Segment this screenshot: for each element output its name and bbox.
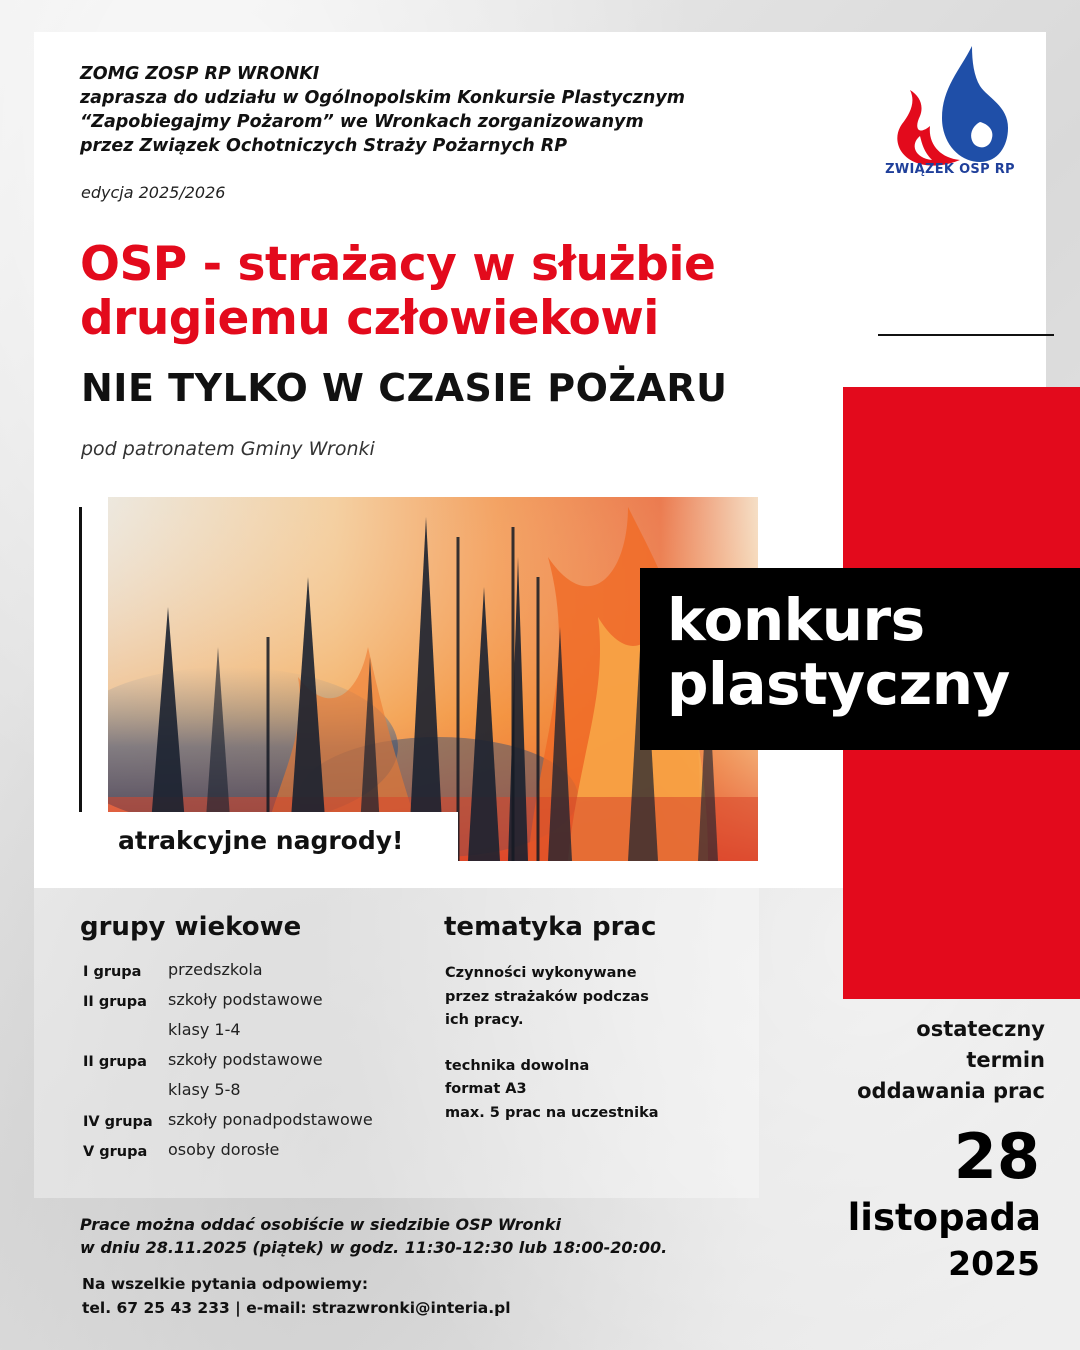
list-item (83, 1080, 423, 1110)
contact-info (82, 1272, 511, 1320)
submission-line: w dniu 28.11.2025 (piątek) w godz. 11:30-12:30 lub 18:00-20:00. (80, 1238, 668, 1257)
topic-line: ich pracy. (445, 1012, 524, 1028)
topics-text (445, 962, 725, 1125)
group-desc: klasy 1-4 (168, 1020, 241, 1039)
subtitle: NIE TYLKO W CZASIE POŻARU (81, 366, 728, 410)
contact-line: tel. 67 25 43 233 | e-mail: strazwronki@interia.pl (82, 1299, 511, 1317)
divider-line (878, 334, 1054, 336)
list-item (83, 960, 423, 990)
group-name: IV grupa (83, 1114, 153, 1130)
spacer (445, 1033, 725, 1055)
topics-heading: tematyka prac (444, 912, 657, 942)
logo-caption: ZWIĄZEK OSP RP (885, 162, 1015, 177)
vertical-divider (79, 507, 82, 812)
edition-label: edycja 2025/2026 (81, 183, 226, 202)
deadline-year: 2025 (948, 1244, 1040, 1283)
list-item (83, 990, 423, 1020)
title-line: drugiemu człowiekowi (80, 291, 659, 346)
group-desc: przedszkola (168, 960, 263, 979)
list-item (83, 1110, 423, 1140)
deadline-month: listopada (847, 1196, 1041, 1239)
patronage-text: pod patronatem Gminy Wronki (81, 438, 375, 460)
intro-text (80, 62, 840, 158)
group-name: V grupa (83, 1144, 148, 1160)
prize-text: atrakcyjne nagrody! (118, 826, 404, 855)
submission-info (80, 1213, 667, 1259)
banner-line: plastyczny (667, 650, 1010, 718)
group-desc: szkoły podstawowe (168, 1050, 323, 1069)
topic-line: format A3 (445, 1081, 527, 1097)
group-desc: szkoły podstawowe (168, 990, 323, 1009)
list-item (83, 1050, 423, 1080)
intro-line: zaprasza do udziału w Ogólnopolskim Konkursie Plastycznym (80, 88, 685, 108)
title-line: OSP - strażacy w służbie (80, 237, 716, 292)
deadline-line: ostateczny (916, 1017, 1045, 1041)
topic-line: technika dowolna (445, 1057, 590, 1074)
list-item (83, 1020, 423, 1050)
intro-line: przez Związek Ochotniczych Straży Pożarnych RP (80, 136, 568, 156)
banner-text (667, 588, 1010, 716)
topic-line: max. 5 prac na uczestnika (445, 1104, 659, 1121)
banner-line: konkurs (667, 586, 925, 654)
list-item (83, 1140, 423, 1170)
group-desc: osoby dorosłe (168, 1140, 280, 1159)
topic-line: przez strażaków podczas (445, 988, 649, 1005)
group-desc: szkoły ponadpodstawowe (168, 1110, 373, 1129)
deadline-label (830, 1014, 1045, 1107)
deadline-line: oddawania prac (857, 1079, 1045, 1103)
deadline-line: termin (966, 1048, 1045, 1072)
groups-heading: grupy wiekowe (80, 912, 302, 942)
intro-line: “Zapobiegajmy Pożarom” we Wronkach zorganizowanym (80, 112, 644, 132)
intro-line: ZOMG ZOSP RP WRONKI (80, 64, 320, 84)
group-desc: klasy 5-8 (168, 1080, 241, 1099)
contact-line: Na wszelkie pytania odpowiemy: (82, 1275, 369, 1293)
topic-line: Czynności wykonywane (445, 965, 637, 981)
submission-line: Prace można oddać osobiście w siedzibie OSP Wronki (80, 1215, 562, 1234)
group-name: II grupa (83, 1054, 147, 1070)
group-name: II grupa (83, 994, 147, 1010)
main-title (80, 238, 860, 346)
deadline-day: 28 (953, 1120, 1040, 1193)
group-name: I grupa (83, 964, 142, 980)
